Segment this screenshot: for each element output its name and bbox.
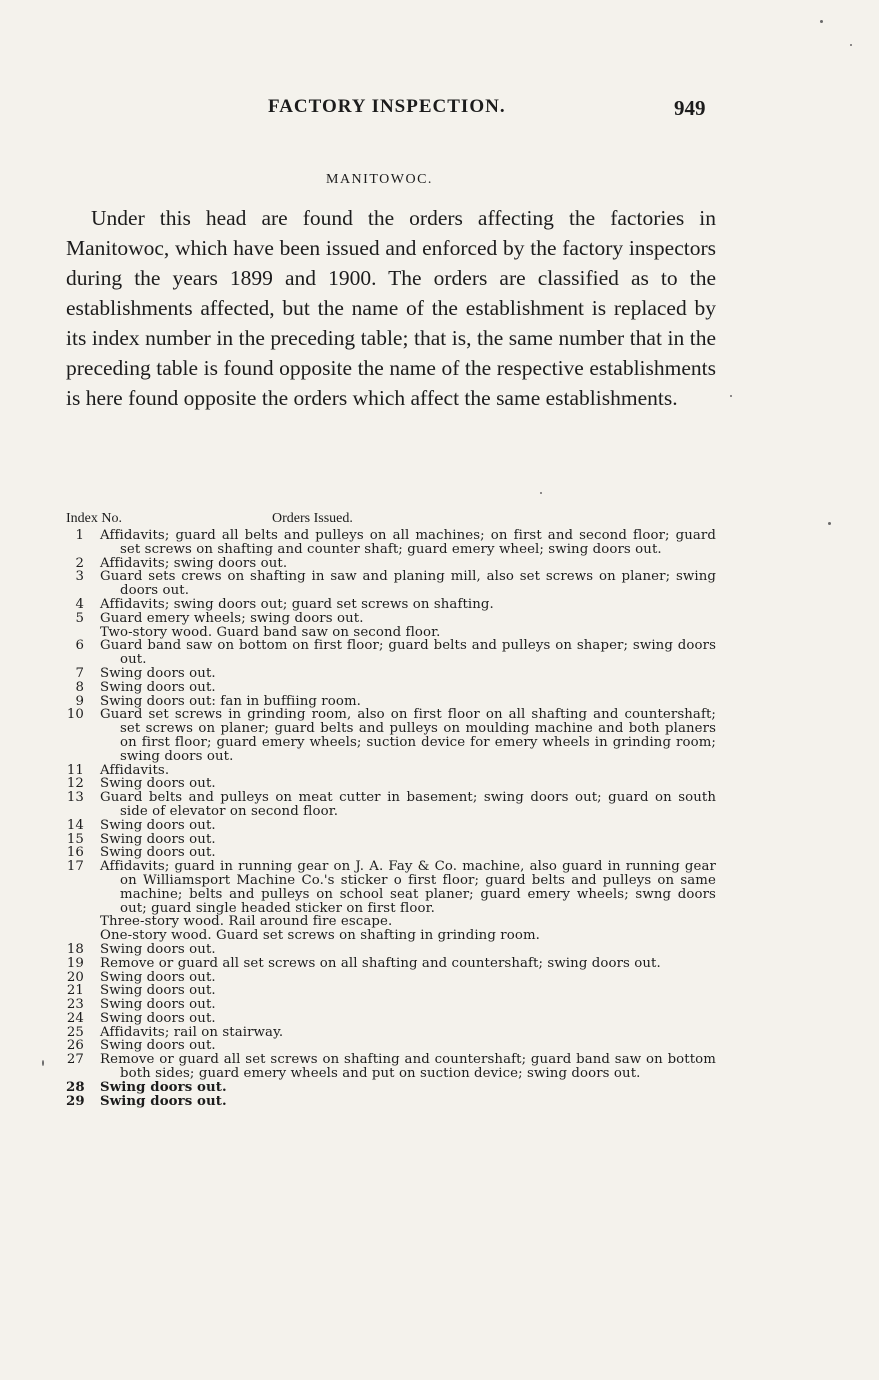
index-column-header: Index No. bbox=[66, 511, 122, 526]
order-text: Affidavits; swing doors out. bbox=[100, 555, 288, 571]
order-row bbox=[66, 957, 716, 971]
order-row bbox=[66, 915, 716, 929]
running-head bbox=[0, 96, 879, 126]
order-index-number: 9 bbox=[75, 693, 84, 709]
order-text: Swing doors out. bbox=[100, 1038, 216, 1054]
order-index-number: 11 bbox=[66, 762, 84, 778]
order-row bbox=[66, 557, 716, 571]
order-text: Swing doors out. bbox=[100, 679, 216, 695]
order-text: Swing doors out. bbox=[100, 665, 216, 681]
intro-paragraph: Under this head are found the orders affecting the factories in Manitowoc, which have been issued and enforced by the factory inspectors during the years 1899 and 1900. The orders are classified as to the establishments affected, but the name of the establishment is replaced by its index number in the preceding table; that is, the same number that in the preceding table is found opposite the name of the respective establishments is here found opposite the orders which affect the same establishments. bbox=[66, 206, 716, 410]
scan-speck bbox=[828, 522, 831, 525]
order-row bbox=[66, 971, 716, 985]
order-index-number: 28 bbox=[66, 1079, 85, 1095]
order-text: Swing doors out. bbox=[100, 1010, 216, 1026]
order-row bbox=[66, 943, 716, 957]
order-row bbox=[66, 1039, 716, 1053]
order-row bbox=[66, 1095, 716, 1109]
order-row bbox=[66, 695, 716, 709]
order-row bbox=[66, 708, 716, 763]
scan-speck bbox=[730, 395, 732, 397]
order-index-number: 13 bbox=[66, 790, 84, 806]
order-row bbox=[66, 929, 716, 943]
order-row bbox=[66, 1012, 716, 1026]
order-text: Remove or guard all set screws on shafting and countershaft; guard band saw on bottom both sides; guard emery wheels and put on suction device; swing doors out. bbox=[100, 1052, 716, 1082]
order-index-number: 15 bbox=[66, 831, 84, 847]
order-text: Swing doors out. bbox=[100, 817, 216, 833]
order-index-number: 17 bbox=[66, 859, 84, 875]
order-text: Guard set screws in grinding room, also on first floor on all shafting and countershaft; set screws on planer; guard belts and pulleys on moulding machine and both planers on first floor; guard emery wheels; suction device for emery wheels in grinding room; swing doors out. bbox=[100, 707, 716, 764]
order-text: Swing doors out. bbox=[100, 1079, 227, 1095]
order-index-number: 2 bbox=[75, 555, 84, 571]
order-row bbox=[66, 639, 716, 667]
order-row bbox=[66, 529, 716, 557]
order-index-number: 23 bbox=[66, 997, 84, 1013]
order-text: Three-story wood. Rail around fire escape. bbox=[100, 914, 393, 930]
order-row bbox=[66, 833, 716, 847]
order-index-number: 25 bbox=[66, 1024, 84, 1040]
orders-column-header: Orders Issued. bbox=[272, 511, 353, 526]
section-title: MANITOWOC. bbox=[326, 172, 433, 187]
order-text: Swing doors out. bbox=[100, 845, 216, 861]
order-index-number: 29 bbox=[66, 1093, 85, 1109]
order-index-number: 12 bbox=[66, 776, 84, 792]
order-index-number: 4 bbox=[75, 596, 84, 612]
scan-speck bbox=[820, 20, 823, 23]
order-index-number: 5 bbox=[75, 610, 84, 626]
scan-speck bbox=[42, 1060, 44, 1066]
order-row bbox=[66, 681, 716, 695]
order-index-number: 8 bbox=[75, 679, 84, 695]
order-index-number: 3 bbox=[75, 569, 84, 585]
scan-speck bbox=[540, 492, 542, 494]
order-text: Guard sets crews on shafting in saw and planing mill, also set screws on planer; swing doors out. bbox=[100, 569, 716, 599]
order-text: Swing doors out. bbox=[100, 831, 216, 847]
page-number: 949 bbox=[674, 96, 706, 120]
order-index-number: 16 bbox=[66, 845, 84, 861]
order-text: Guard band saw on bottom on first floor; guard belts and pulleys on shaper; swing doors out. bbox=[100, 638, 716, 668]
order-index-number: 27 bbox=[66, 1052, 84, 1068]
order-text: Affidavits; rail on stairway. bbox=[100, 1024, 284, 1040]
order-row bbox=[66, 612, 716, 626]
order-row bbox=[66, 791, 716, 819]
order-text: Affidavits; guard all belts and pulleys on all machines; on first and second floor; guard set screws on shafting and counter shaft; guard emery wheel; swing doors out. bbox=[100, 528, 716, 557]
order-text: Two-story wood. Guard band saw on second floor. bbox=[100, 624, 441, 640]
order-text: Swing doors out. bbox=[100, 997, 216, 1013]
order-row bbox=[66, 819, 716, 833]
order-text: Swing doors out: fan in buffiing room. bbox=[100, 693, 362, 709]
order-row bbox=[66, 1081, 716, 1095]
order-index-number: 10 bbox=[66, 707, 84, 723]
order-text: Swing doors out. bbox=[100, 983, 216, 999]
order-row bbox=[66, 570, 716, 598]
order-text: Swing doors out. bbox=[100, 941, 216, 957]
order-text: Swing doors out. bbox=[100, 776, 216, 792]
order-index-number: 24 bbox=[66, 1010, 84, 1026]
order-text: Affidavits. bbox=[100, 762, 170, 778]
order-text: Swing doors out. bbox=[100, 1093, 227, 1109]
order-row bbox=[66, 777, 716, 791]
order-text: Affidavits; guard in running gear on J. A. Fay & Co. machine, also guard in running gear on Williamsport Machine Co.'s sticker o first floor; guard belts and pulleys on same machine; belts and pulleys on school seat planer; guard emery wheels; swng doors out; guard single headed sticker on first floor. bbox=[100, 859, 716, 916]
order-row bbox=[66, 598, 716, 612]
order-text: Affidavits; swing doors out; guard set screws on shafting. bbox=[100, 596, 494, 612]
scan-speck bbox=[850, 44, 852, 46]
order-index-number: 26 bbox=[66, 1038, 84, 1054]
running-title: FACTORY INSPECTION. bbox=[268, 96, 506, 117]
order-index-number: 19 bbox=[66, 955, 84, 971]
order-index-number: 18 bbox=[66, 941, 84, 957]
order-index-number: 14 bbox=[66, 817, 84, 833]
order-index-number: 1 bbox=[75, 528, 84, 543]
order-row bbox=[66, 860, 716, 915]
order-text: One-story wood. Guard set screws on shafting in grinding room. bbox=[100, 928, 540, 944]
order-text: Guard emery wheels; swing doors out. bbox=[100, 610, 364, 626]
order-row bbox=[66, 764, 716, 778]
order-row bbox=[66, 667, 716, 681]
order-row bbox=[66, 626, 716, 640]
order-index-number: 7 bbox=[75, 665, 84, 681]
order-row bbox=[66, 846, 716, 860]
order-row bbox=[66, 984, 716, 998]
order-row bbox=[66, 1026, 716, 1040]
order-text: Guard belts and pulleys on meat cutter in basement; swing doors out; guard on south side of elevator on second floor. bbox=[100, 790, 716, 819]
order-index-number: 21 bbox=[66, 983, 84, 999]
order-text: Swing doors out. bbox=[100, 969, 216, 985]
order-index-number: 20 bbox=[66, 969, 84, 985]
order-text: Remove or guard all set screws on all shafting and countershaft; swing doors out. bbox=[100, 955, 661, 971]
orders-list bbox=[66, 529, 716, 1108]
order-index-number: 6 bbox=[75, 638, 84, 654]
table-header bbox=[66, 511, 716, 529]
order-row bbox=[66, 998, 716, 1012]
order-row bbox=[66, 1053, 716, 1081]
